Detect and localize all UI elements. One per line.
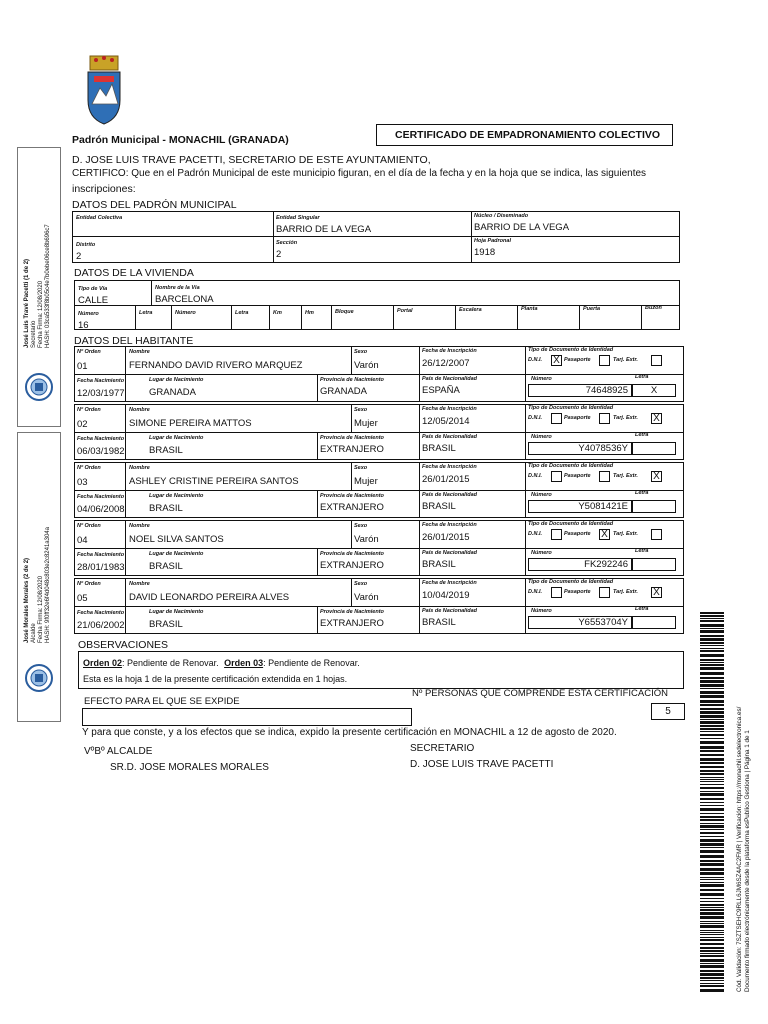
label-sexo: Sexo bbox=[354, 465, 368, 471]
label-pais-nacionalidad: País de Nacionalidad bbox=[422, 376, 478, 382]
fecha-inscripcion-value: 12/05/2014 bbox=[422, 416, 470, 427]
label-tipo-documento: Tipo de Documento de Identidad bbox=[528, 463, 614, 469]
fecha-nacimiento-value: 06/03/1982 bbox=[77, 446, 125, 457]
label-tipo-documento: Tipo de Documento de Identidad bbox=[528, 521, 614, 527]
label-lugar-nacimiento: Lugar de Nacimiento bbox=[149, 551, 204, 557]
lugar-nacimiento-value: BRASIL bbox=[149, 561, 183, 572]
label-letra-doc: Letra bbox=[635, 548, 649, 554]
entidad-singular-value: BARRIO DE LA VEGA bbox=[276, 224, 372, 235]
label-orden: Nº Orden bbox=[77, 581, 101, 587]
fecha-inscripcion-value: 10/04/2019 bbox=[422, 590, 470, 601]
nombre-via-value: BARCELONA bbox=[155, 294, 214, 305]
numero-value: 16 bbox=[78, 320, 89, 331]
label-orden: Nº Orden bbox=[77, 465, 101, 471]
label-fecha-nacimiento: Fecha Nacimiento bbox=[77, 436, 125, 442]
personas-box bbox=[651, 703, 685, 720]
pasaporte-checkbox[interactable] bbox=[599, 471, 610, 482]
label-nombre: Nombre bbox=[129, 407, 150, 413]
label-dni: D.N.I. bbox=[528, 415, 543, 421]
orden-value: 02 bbox=[77, 419, 88, 430]
stamp2-hash: HASH: 9f0ff32e6f4d048c803e2c8241a304a bbox=[45, 527, 51, 643]
obs-text-02: : Pendiente de Renovar. bbox=[122, 658, 219, 668]
numero-doc-box bbox=[528, 558, 632, 571]
letra-doc-box bbox=[632, 500, 676, 513]
tarjeta-checkbox[interactable] bbox=[651, 529, 662, 540]
orden-value: 01 bbox=[77, 361, 88, 372]
pasaporte-checkbox[interactable] bbox=[599, 587, 610, 598]
label-fecha-nacimiento: Fecha Nacimiento bbox=[77, 610, 125, 616]
label-puerta: Puerta bbox=[583, 306, 601, 312]
nombre-value: FERNANDO DAVID RIVERO MARQUEZ bbox=[129, 360, 303, 371]
vivienda-table bbox=[74, 280, 680, 330]
sexo-value: Varón bbox=[354, 360, 379, 371]
label-dni: D.N.I. bbox=[528, 589, 543, 595]
label-lugar-nacimiento: Lugar de Nacimiento bbox=[149, 377, 204, 383]
label-nombre: Nombre bbox=[129, 523, 150, 529]
fecha-nacimiento-value: 04/06/2008 bbox=[77, 504, 125, 515]
label-dni: D.N.I. bbox=[528, 357, 543, 363]
label-nombre: Nombre bbox=[129, 349, 150, 355]
pasaporte-checkbox[interactable]: X bbox=[599, 529, 610, 540]
sexo-value: Varón bbox=[354, 592, 379, 603]
label-letra-doc: Letra bbox=[635, 432, 649, 438]
label-nombre: Nombre bbox=[129, 465, 150, 471]
tarjeta-checkbox[interactable]: X bbox=[651, 413, 662, 424]
label-numero-2: Número bbox=[175, 310, 196, 316]
numero-doc-box bbox=[528, 442, 632, 455]
vivienda-heading: DATOS DE LA VIVIENDA bbox=[74, 267, 194, 279]
label-pasaporte: Pasaporte bbox=[564, 357, 591, 363]
stamp2-role: Alcalde bbox=[31, 623, 37, 643]
stamp2-seal-icon bbox=[24, 663, 54, 693]
label-nombre: Nombre bbox=[129, 581, 150, 587]
label-tarjeta: Tarj. Extr. bbox=[613, 473, 638, 479]
pais-nacionalidad-value: BRASIL bbox=[422, 617, 456, 628]
label-pasaporte: Pasaporte bbox=[564, 415, 591, 421]
label-tarjeta: Tarj. Extr. bbox=[613, 531, 638, 537]
secretario-label: SECRETARIO bbox=[410, 743, 475, 754]
label-seccion: Sección bbox=[276, 240, 298, 246]
provincia-nacimiento-value: EXTRANJERO bbox=[320, 618, 384, 629]
pais-nacionalidad-value: BRASIL bbox=[422, 559, 456, 570]
label-pasaporte: Pasaporte bbox=[564, 473, 591, 479]
label-distrito: Distrito bbox=[76, 242, 96, 248]
fecha-inscripcion-value: 26/01/2015 bbox=[422, 474, 470, 485]
label-pais-nacionalidad: País de Nacionalidad bbox=[422, 434, 478, 440]
pais-nacionalidad-value: BRASIL bbox=[422, 443, 456, 454]
nucleo-value: BARRIO DE LA VEGA bbox=[474, 222, 570, 233]
observaciones-heading: OBSERVACIONES bbox=[78, 639, 169, 651]
provincia-nacimiento-value: EXTRANJERO bbox=[320, 502, 384, 513]
tipo-via-value: CALLE bbox=[78, 295, 109, 306]
label-fecha-nacimiento: Fecha Nacimiento bbox=[77, 378, 125, 384]
label-letra-doc: Letra bbox=[635, 606, 649, 612]
label-tipo-documento: Tipo de Documento de Identidad bbox=[528, 579, 614, 585]
habitante-block bbox=[74, 578, 684, 634]
label-lugar-nacimiento: Lugar de Nacimiento bbox=[149, 609, 204, 615]
label-numero-doc: Número bbox=[531, 550, 552, 556]
label-orden: Nº Orden bbox=[77, 407, 101, 413]
label-orden: Nº Orden bbox=[77, 349, 101, 355]
numero-doc-value: Y6553704Y bbox=[578, 617, 628, 628]
label-dni: D.N.I. bbox=[528, 531, 543, 537]
lugar-nacimiento-value: GRANADA bbox=[149, 387, 196, 398]
signature-stamp-1 bbox=[17, 147, 61, 427]
numero-doc-value: 74648925 bbox=[585, 385, 628, 396]
secretario-name: D. JOSE LUIS TRAVE PACETTI bbox=[410, 759, 554, 770]
fecha-nacimiento-value: 21/06/2002 bbox=[77, 620, 125, 631]
label-planta: Planta bbox=[521, 306, 538, 312]
label-lugar-nacimiento: Lugar de Nacimiento bbox=[149, 493, 204, 499]
label-tipo-documento: Tipo de Documento de Identidad bbox=[528, 347, 614, 353]
habitante-list bbox=[74, 346, 684, 638]
pais-nacionalidad-value: ESPAÑA bbox=[422, 385, 460, 396]
label-tipo-documento: Tipo de Documento de Identidad bbox=[528, 405, 614, 411]
dni-checkbox[interactable] bbox=[551, 471, 562, 482]
nombre-value: ASHLEY CRISTINE PEREIRA SANTOS bbox=[129, 476, 299, 487]
obs-orden-02: Orden 02 bbox=[83, 658, 123, 668]
stamp1-hash: HASH: 03ca533f8b05c4e7b0ebe06ce8b696c7 bbox=[45, 224, 51, 348]
certificate-title: CERTIFICADO DE EMPADRONAMIENTO COLECTIVO bbox=[395, 129, 661, 141]
label-provincia-nacimiento: Provincia de Nacimiento bbox=[320, 609, 384, 615]
label-fecha-inscripcion: Fecha de Inscripción bbox=[422, 348, 477, 354]
label-pais-nacionalidad: País de Nacionalidad bbox=[422, 608, 478, 614]
tarjeta-checkbox[interactable]: X bbox=[651, 587, 662, 598]
label-numero-doc: Número bbox=[531, 434, 552, 440]
numero-doc-value: Y4078536Y bbox=[578, 443, 628, 454]
certifico-line-2: inscripciones: bbox=[72, 183, 136, 195]
dni-checkbox[interactable]: X bbox=[551, 355, 562, 366]
label-provincia-nacimiento: Provincia de Nacimiento bbox=[320, 435, 384, 441]
label-sexo: Sexo bbox=[354, 407, 368, 413]
label-portal: Portal bbox=[397, 308, 413, 314]
label-numero-doc: Número bbox=[531, 608, 552, 614]
stamp2-name: José Morales Morales (2 de 2) bbox=[24, 557, 30, 643]
label-hm: Hm bbox=[305, 310, 314, 316]
habitante-heading: DATOS DEL HABITANTE bbox=[74, 335, 194, 347]
provincia-nacimiento-value: EXTRANJERO bbox=[320, 560, 384, 571]
fecha-nacimiento-value: 12/03/1977 bbox=[77, 388, 125, 399]
municipality-title: Padrón Municipal - MONACHIL (GRANADA) bbox=[72, 134, 289, 146]
obs-orden-03: Orden 03 bbox=[224, 658, 264, 668]
label-km: Km bbox=[273, 310, 282, 316]
label-fecha-inscripcion: Fecha de Inscripción bbox=[422, 464, 477, 470]
label-letra-doc: Letra bbox=[635, 374, 649, 380]
letra-doc-value: X bbox=[650, 385, 658, 396]
vb-alcalde: VºBº ALCALDE bbox=[84, 746, 153, 757]
label-numero-doc: Número bbox=[531, 492, 552, 498]
provincia-nacimiento-value: EXTRANJERO bbox=[320, 444, 384, 455]
padron-table bbox=[72, 211, 680, 263]
nombre-value: SIMONE PEREIRA MATTOS bbox=[129, 418, 252, 429]
label-fecha-nacimiento: Fecha Nacimiento bbox=[77, 494, 125, 500]
letra-doc-box bbox=[632, 558, 676, 571]
label-lugar-nacimiento: Lugar de Nacimiento bbox=[149, 435, 204, 441]
label-dni: D.N.I. bbox=[528, 473, 543, 479]
hoja-padronal-value: 1918 bbox=[474, 247, 496, 258]
label-pasaporte: Pasaporte bbox=[564, 531, 591, 537]
letra-doc-box bbox=[632, 384, 676, 397]
label-escalera: Escalera bbox=[459, 307, 482, 313]
label-orden: Nº Orden bbox=[77, 523, 101, 529]
letra-doc-box bbox=[632, 616, 676, 629]
lugar-nacimiento-value: BRASIL bbox=[149, 445, 183, 456]
nombre-value: NOEL SILVA SANTOS bbox=[129, 534, 224, 545]
label-fecha-nacimiento: Fecha Nacimiento bbox=[77, 552, 125, 558]
stamp1-seal-icon bbox=[24, 372, 54, 402]
label-letra: Letra bbox=[139, 310, 153, 316]
lugar-nacimiento-value: BRASIL bbox=[149, 503, 183, 514]
fecha-inscripcion-value: 26/01/2015 bbox=[422, 532, 470, 543]
numero-doc-box bbox=[528, 500, 632, 513]
validation-code-text: Cód. Validación: 7SZTSEHC9RLL6JM6SZ4AC2FMR | Verificación: https://monachil.sedelectronica.es/ bbox=[736, 706, 743, 992]
sexo-value: Mujer bbox=[354, 476, 378, 487]
certifico-line-1: CERTIFICO: Que en el Padrón Municipal de este municipio figuran, en el día de la fecha y en la hoja que se indica, las siguientes bbox=[72, 168, 647, 179]
fecha-inscripcion-value: 26/12/2007 bbox=[422, 358, 470, 369]
label-bloque: Bloque bbox=[335, 309, 354, 315]
label-sexo: Sexo bbox=[354, 581, 368, 587]
label-numero: Número bbox=[78, 311, 99, 317]
label-fecha-inscripcion: Fecha de Inscripción bbox=[422, 580, 477, 586]
padron-heading: DATOS DEL PADRÓN MUNICIPAL bbox=[72, 199, 237, 211]
label-hoja-padronal: Hoja Padronal bbox=[474, 238, 511, 244]
label-pais-nacionalidad: País de Nacionalidad bbox=[422, 492, 478, 498]
label-provincia-nacimiento: Provincia de Nacimiento bbox=[320, 377, 384, 383]
label-provincia-nacimiento: Provincia de Nacimiento bbox=[320, 551, 384, 557]
label-nucleo: Núcleo / Diseminado bbox=[474, 213, 529, 219]
numero-doc-value: Y5081421E bbox=[578, 501, 628, 512]
seccion-value: 2 bbox=[276, 249, 282, 260]
label-tarjeta: Tarj. Extr. bbox=[613, 357, 638, 363]
efecto-input[interactable] bbox=[82, 708, 412, 726]
alcalde-name: SR.D. JOSE MORALES MORALES bbox=[110, 762, 269, 773]
coat-of-arms-logo bbox=[84, 54, 124, 126]
nombre-value: DAVID LEONARDO PEREIRA ALVES bbox=[129, 592, 290, 603]
label-sexo: Sexo bbox=[354, 349, 368, 355]
label-tipo-via: Tipo de Vía bbox=[78, 286, 108, 292]
provincia-nacimiento-value: GRANADA bbox=[320, 386, 367, 397]
label-sexo: Sexo bbox=[354, 523, 368, 529]
label-numero-doc: Número bbox=[531, 376, 552, 382]
closing-text: Y para que conste, y a los efectos que se indica, expido la presente certificación en MONACHIL a 12 de agosto de 2020. bbox=[82, 727, 617, 738]
numero-doc-value: FK292246 bbox=[584, 559, 628, 570]
stamp1-name: José Luis Travé Pacetti (1 de 2) bbox=[24, 258, 30, 348]
dni-checkbox[interactable] bbox=[551, 529, 562, 540]
habitante-block bbox=[74, 462, 684, 518]
dni-checkbox[interactable] bbox=[551, 587, 562, 598]
label-pasaporte: Pasaporte bbox=[564, 589, 591, 595]
tarjeta-checkbox[interactable] bbox=[651, 355, 662, 366]
signature-stamp-2 bbox=[17, 432, 61, 722]
personas-label: Nº PERSONAS QUE COMPRENDE ESTA CERTIFICACIÓN bbox=[412, 688, 668, 699]
label-fecha-inscripcion: Fecha de Inscripción bbox=[422, 406, 477, 412]
distrito-value: 2 bbox=[76, 251, 82, 262]
fecha-nacimiento-value: 28/01/1983 bbox=[77, 562, 125, 573]
label-tarjeta: Tarj. Extr. bbox=[613, 415, 638, 421]
habitante-block bbox=[74, 346, 684, 402]
label-pais-nacionalidad: País de Nacionalidad bbox=[422, 550, 478, 556]
observaciones-box bbox=[78, 651, 684, 689]
habitante-block bbox=[74, 520, 684, 576]
certificate-title-box bbox=[376, 124, 673, 146]
dni-checkbox[interactable] bbox=[551, 413, 562, 424]
orden-value: 04 bbox=[77, 535, 88, 546]
barcode-icon bbox=[700, 612, 724, 992]
numero-doc-box bbox=[528, 616, 632, 629]
sexo-value: Mujer bbox=[354, 418, 378, 429]
obs-hoja-line: Esta es la hoja 1 de la presente certificación extendida en 1 hojas. bbox=[83, 674, 348, 684]
label-entidad-colectiva: Entidad Colectiva bbox=[76, 215, 123, 221]
numero-doc-box bbox=[528, 384, 632, 397]
lugar-nacimiento-value: BRASIL bbox=[149, 619, 183, 630]
stamp1-date: Fecha Firma: 12/08/2020 bbox=[38, 280, 44, 348]
tarjeta-checkbox[interactable]: X bbox=[651, 471, 662, 482]
habitante-block bbox=[74, 404, 684, 460]
efecto-label: EFECTO PARA EL QUE SE EXPIDE bbox=[84, 696, 240, 707]
label-letra-2: Letra bbox=[235, 310, 249, 316]
personas-value: 5 bbox=[665, 706, 671, 717]
platform-text: Documento firmado electrónicamente desde la plataforma esPublico Gestiona | Página 1 de 1 bbox=[744, 730, 751, 992]
pais-nacionalidad-value: BRASIL bbox=[422, 501, 456, 512]
label-tarjeta: Tarj. Extr. bbox=[613, 589, 638, 595]
orden-value: 03 bbox=[77, 477, 88, 488]
sexo-value: Varón bbox=[354, 534, 379, 545]
secretary-line: D. JOSE LUIS TRAVE PACETTI, SECRETARIO DE ESTE AYUNTAMIENTO, bbox=[72, 154, 431, 166]
pasaporte-checkbox[interactable] bbox=[599, 413, 610, 424]
label-entidad-singular: Entidad Singular bbox=[276, 215, 320, 221]
orden-value: 05 bbox=[77, 593, 88, 604]
label-provincia-nacimiento: Provincia de Nacimiento bbox=[320, 493, 384, 499]
label-nombre-via: Nombre de la Vía bbox=[155, 285, 200, 291]
label-letra-doc: Letra bbox=[635, 490, 649, 496]
pasaporte-checkbox[interactable] bbox=[599, 355, 610, 366]
label-fecha-inscripcion: Fecha de Inscripción bbox=[422, 522, 477, 528]
stamp1-role: Secretario bbox=[31, 320, 37, 348]
label-buzon: Buzón bbox=[645, 305, 662, 311]
obs-text-03: : Pendiente de Renovar. bbox=[263, 658, 360, 668]
letra-doc-box bbox=[632, 442, 676, 455]
stamp2-date: Fecha Firma: 12/08/2020 bbox=[38, 575, 44, 643]
